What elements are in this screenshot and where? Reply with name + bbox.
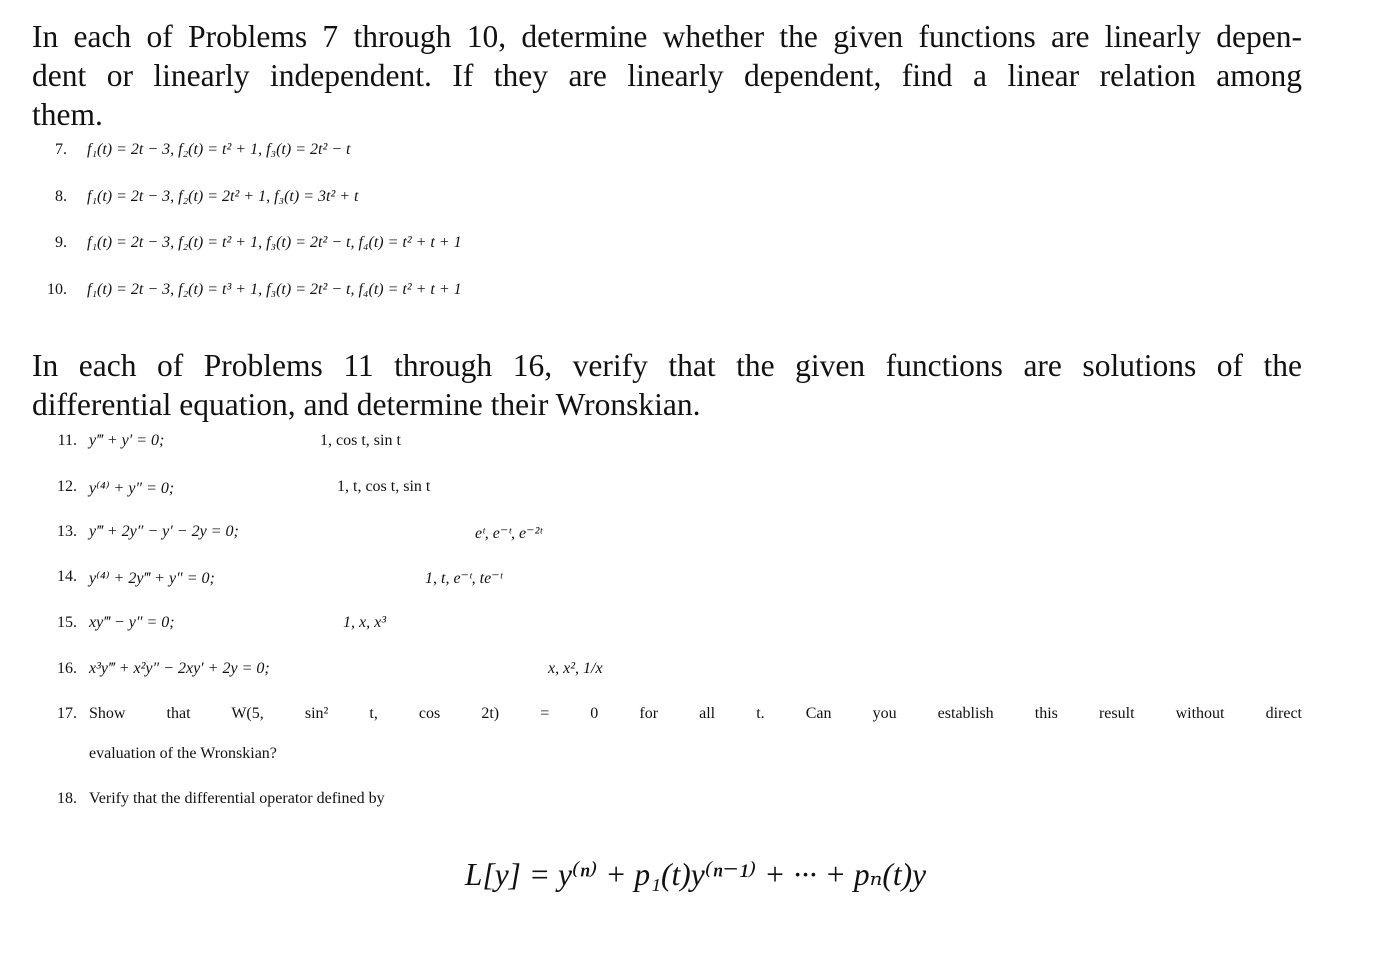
problem-solutions: 1, x, x³: [343, 614, 386, 631]
problem-equation: xy‴ − y″ = 0;: [89, 614, 175, 631]
problem-number: 10.: [47, 281, 67, 298]
problem-17: [0, 705, 1377, 785]
problem-9: [0, 234, 1377, 273]
problem-number: 15.: [57, 614, 77, 631]
problem-functions: f₁(t) = 2t − 3, f₂(t) = t² + 1, f₃(t) = 2t² − t, f₄(t) = t² + t + 1: [87, 234, 462, 251]
problem-solutions: 1, t, e⁻ᵗ, te⁻ᵗ: [425, 570, 503, 587]
problem-11: [0, 432, 1377, 471]
intro1-line-2: dent or linearly independent. If they are linearly dependent, find a linear relation among: [32, 58, 1302, 93]
problem-number: 11.: [57, 432, 77, 449]
problem-number: 14.: [57, 568, 77, 585]
problem-functions: f₁(t) = 2t − 3, f₂(t) = 2t² + 1, f₃(t) = 3t² + t: [87, 188, 359, 205]
problem-equation: y⁽⁴⁾ + 2y‴ + y″ = 0;: [89, 570, 215, 587]
problem-16: [0, 660, 1377, 699]
problem-number: 7.: [55, 141, 67, 158]
problem-number: 13.: [57, 523, 77, 540]
problem-equation: y‴ + 2y″ − y′ − 2y = 0;: [89, 523, 239, 540]
problem-17-line-2: evaluation of the Wronskian?: [89, 745, 277, 762]
problem-number: 16.: [57, 660, 77, 677]
problem-18: [0, 790, 1377, 829]
problem-solutions: 1, cos t, sin t: [320, 432, 401, 449]
intro2-line-2: differential equation, and determine their Wronskian.: [32, 387, 701, 422]
problem-10: [0, 281, 1377, 320]
problem-equation: y⁽⁴⁾ + y″ = 0;: [89, 480, 175, 497]
problem-number: 18.: [57, 790, 77, 807]
intro1-line-3: them.: [32, 97, 103, 132]
problem-number: 17.: [57, 705, 77, 722]
problem-functions: f₁(t) = 2t − 3, f₂(t) = t² + 1, f₃(t) = 2t² − t: [87, 141, 351, 158]
intro-paragraph-problems-11-16: [32, 346, 1302, 424]
problem-solutions: 1, t, cos t, sin t: [337, 478, 431, 495]
intro1-line-1: In each of Problems 7 through 10, determine whether the given functions are linearly depen-: [32, 19, 1302, 54]
problem-solutions: eᵗ, e⁻ᵗ, e⁻²ᵗ: [475, 525, 543, 542]
problem-8: [0, 188, 1377, 227]
problem-number: 12.: [57, 478, 77, 495]
intro-paragraph-problems-7-10: [32, 17, 1302, 134]
problem-17-line-1: Show that W(5, sin² t, cos 2t) = 0 for all t. Can you establish this result without direct: [89, 705, 1302, 722]
intro2-line-1: In each of Problems 11 through 16, verify that the given functions are solutions of the: [32, 348, 1302, 383]
problem-14: [0, 568, 1377, 607]
problem-equation: y‴ + y′ = 0;: [89, 432, 165, 449]
problem-7: [0, 141, 1377, 180]
problem-15: [0, 614, 1377, 653]
display-equation-operator: L[y] = y⁽ⁿ⁾ + p₁(t)y⁽ⁿ⁻¹⁾ + ··· + pₙ(t)y: [464, 857, 927, 892]
problem-13: [0, 523, 1377, 562]
problem-equation: x³y‴ + x²y″ − 2xy′ + 2y = 0;: [89, 660, 270, 677]
problem-number: 9.: [55, 234, 67, 251]
problem-12: [0, 478, 1377, 517]
problem-18-text: Verify that the differential operator defined by: [89, 790, 385, 807]
problem-number: 8.: [55, 188, 67, 205]
problem-solutions: x, x², 1/x: [548, 660, 603, 677]
problem-functions: f₁(t) = 2t − 3, f₂(t) = t³ + 1, f₃(t) = 2t² − t, f₄(t) = t² + t + 1: [87, 281, 462, 298]
